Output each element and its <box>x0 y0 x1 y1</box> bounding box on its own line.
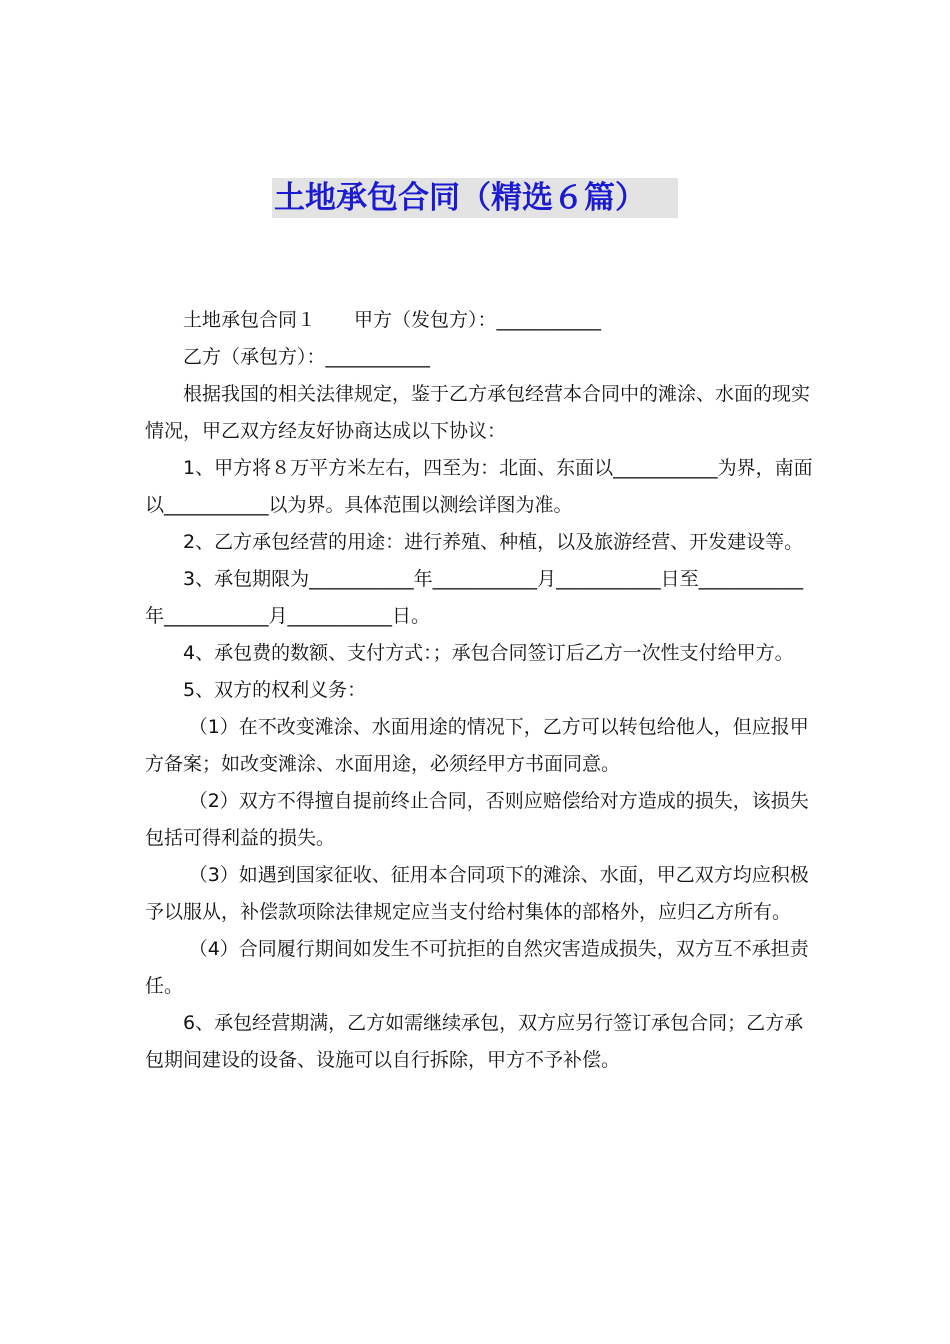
title-wrap <box>0 178 950 218</box>
paragraph-clause-5: 5、双方的权利义务： <box>183 679 367 701</box>
document-body <box>145 302 815 1079</box>
paragraph-clause-1: 1、甲方将８万平方米左右，四至为：北面、东面以___________为界，南面以___________以为界。具体范围以测绘详图为准。 <box>145 457 813 516</box>
paragraph-subclause-1: （1）在不改变滩涂、水面用途的情况下，乙方可以转包给他人，但应报甲方备案；如改变滩涂、水面用途，必须经甲方书面同意。 <box>145 716 809 775</box>
document-title: 土地承包合同（精选６篇） <box>272 178 678 218</box>
paragraph-clause-6: 6、承包经营期满，乙方如需继续承包，双方应另行签订承包合同；乙方承包期间建设的设备、设施可以自行拆除，甲方不予补偿。 <box>145 1012 804 1071</box>
paragraph-contract-heading: 土地承包合同１ 甲方（发包方）：___________ <box>183 309 602 331</box>
paragraph-subclause-4: （4）合同履行期间如发生不可抗拒的自然灾害造成损失，双方互不承担责任。 <box>145 938 809 997</box>
paragraph-subclause-2: （2）双方不得擅自提前终止合同，否则应赔偿给对方造成的损失，该损失包括可得利益的损失。 <box>145 790 809 849</box>
paragraph-party-b: 乙方（承包方）：___________ <box>183 346 431 368</box>
paragraph-subclause-3: （3）如遇到国家征收、征用本合同项下的滩涂、水面，甲乙双方均应积极予以服从，补偿款项除法律规定应当支付给村集体的部格外，应归乙方所有。 <box>145 864 809 923</box>
paragraph-clause-3: 3、承包期限为___________年___________月___________日至___________年___________月___________日。 <box>145 568 804 627</box>
paragraph-clause-4: 4、承包费的数额、支付方式：；承包合同签订后乙方一次性支付给甲方。 <box>183 642 794 664</box>
paragraph-preamble: 根据我国的相关法律规定，鉴于乙方承包经营本合同中的滩涂、水面的现实情况，甲乙双方经友好协商达成以下协议： <box>145 383 811 442</box>
paragraph-clause-2: 2、乙方承包经营的用途：进行养殖、种植，以及旅游经营、开发建设等。 <box>183 531 804 553</box>
